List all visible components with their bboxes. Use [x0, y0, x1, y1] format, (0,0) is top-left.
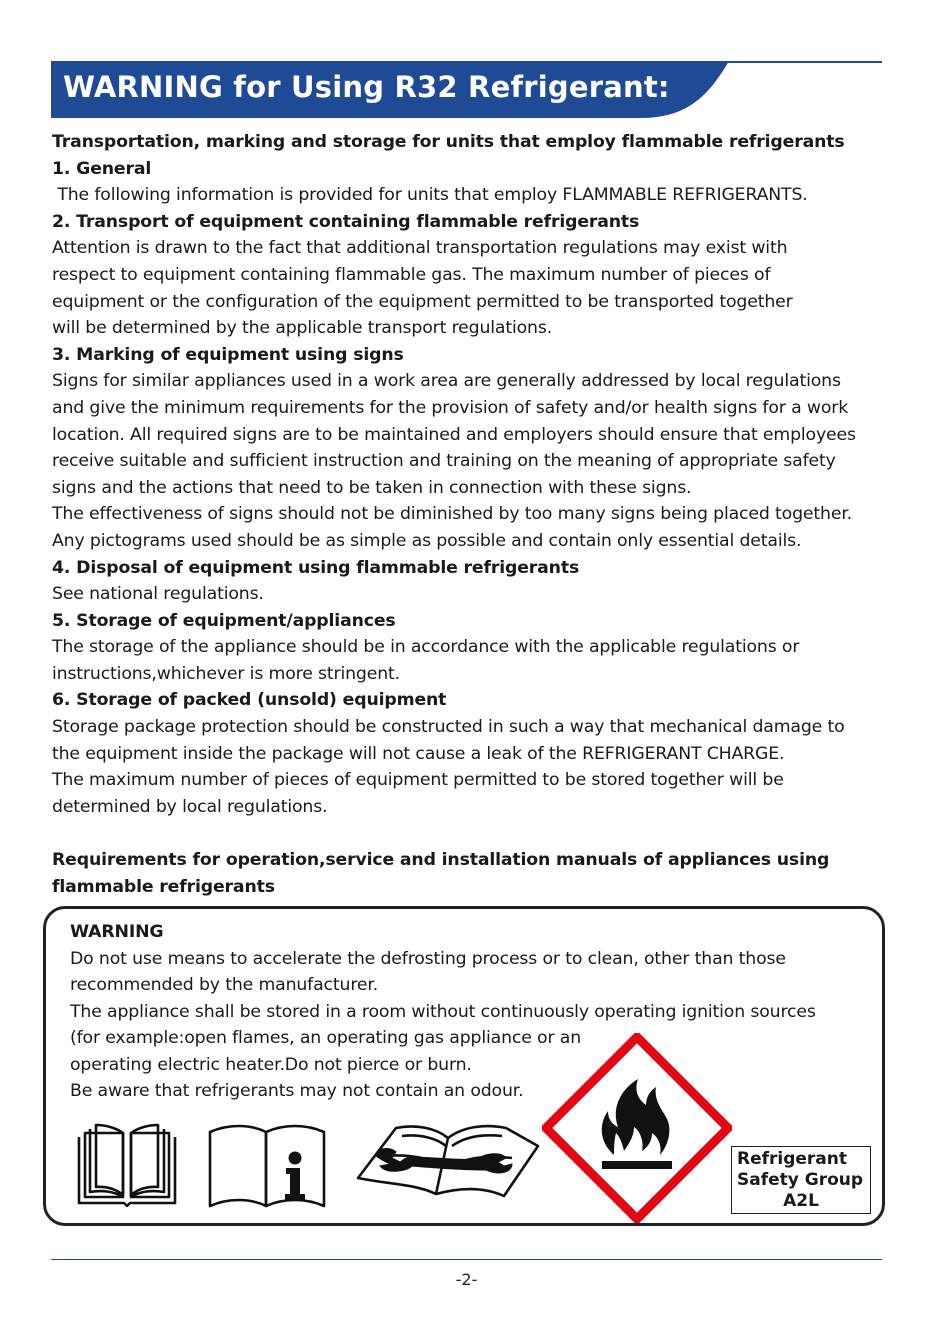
- paragraph-line: Any pictograms used should be as simple as possible and contain only essential details.: [52, 530, 802, 551]
- paragraph-line: signs and the actions that need to be taken in connection with these signs.: [52, 477, 692, 498]
- safety-group-label: [731, 1146, 871, 1214]
- intro-heading: Transportation, marking and storage for units that employ flammable refrigerants: [52, 132, 845, 152]
- info-manual-icon: [208, 1122, 326, 1208]
- section-heading: 5. Storage of equipment/appliances: [52, 610, 396, 631]
- safety-label-line: Safety Group: [737, 1170, 864, 1190]
- warning-line: Be aware that refrigerants may not contain an odour.: [70, 1081, 524, 1101]
- paragraph-line: The following information is provided for units that employ FLAMMABLE REFRIGERANTS.: [52, 185, 808, 206]
- paragraph-line: equipment or the configuration of the equipment permitted to be transported together: [52, 291, 793, 312]
- main-content: [52, 129, 892, 900]
- paragraph-line: receive suitable and sufficient instruction and training on the meaning of appropriate safety: [52, 451, 836, 472]
- warning-line: recommended by the manufacturer.: [70, 975, 379, 995]
- paragraph-line: the equipment inside the package will not cause a leak of the REFRIGERANT CHARGE.: [52, 743, 785, 764]
- paragraph-line: and give the minimum requirements for the provision of safety and/or health signs for a work: [52, 397, 849, 418]
- service-manual-icon: [356, 1122, 540, 1198]
- footer-rule: [51, 1259, 882, 1260]
- requirements-heading: Requirements for operation,service and installation manuals of appliances using: [52, 850, 830, 871]
- warning-line: Do not use means to accelerate the defrosting process or to clean, other than those: [70, 948, 786, 969]
- warning-line: (for example:open flames, an operating gas appliance or an: [70, 1028, 582, 1048]
- paragraph-line: Attention is drawn to the fact that additional transportation regulations may exist with: [52, 238, 788, 259]
- section-heading: 2. Transport of equipment containing flammable refrigerants: [52, 211, 640, 232]
- section-heading: 4. Disposal of equipment using flammable refrigerants: [52, 557, 580, 578]
- paragraph-line: The effectiveness of signs should not be diminished by too many signs being placed together.: [52, 504, 853, 525]
- safety-label-line: Refrigerant: [737, 1149, 848, 1169]
- paragraph-line: determined by local regulations.: [52, 796, 328, 817]
- paragraph-line: The storage of the appliance should be in accordance with the applicable regulations or: [52, 637, 800, 658]
- requirements-heading: flammable refrigerants: [52, 876, 275, 897]
- page-title: WARNING for Using R32 Refrigerant:: [63, 70, 670, 104]
- page-number: -2-: [455, 1270, 478, 1289]
- paragraph-line: respect to equipment containing flammable gas. The maximum number of pieces of: [52, 264, 771, 285]
- paragraph-line: Signs for similar appliances used in a work area are generally addressed by local regulations: [52, 371, 841, 392]
- flammable-hazard-icon: [542, 1033, 732, 1223]
- warning-line: operating electric heater.Do not pierce or burn.: [70, 1054, 472, 1075]
- section-heading: 1. General: [52, 158, 152, 179]
- paragraph-line: instructions,whichever is more stringent.: [52, 663, 400, 684]
- section-heading: 6. Storage of packed (unsold) equipment: [52, 690, 447, 711]
- warning-heading: WARNING: [70, 922, 164, 942]
- paragraph-line: The maximum number of pieces of equipment permitted to be stored together will be: [52, 770, 784, 791]
- safety-group-class: A2L: [783, 1191, 819, 1211]
- paragraph-line: See national regulations.: [52, 584, 264, 605]
- paragraph-line: Storage package protection should be constructed in such a way that mechanical damage to: [52, 717, 845, 738]
- section-heading: 3. Marking of equipment using signs: [52, 344, 404, 365]
- paragraph-line: location. All required signs are to be maintained and employers should ensure that employees: [52, 424, 856, 445]
- warning-line: The appliance shall be stored in a room without continuously operating ignition sources: [70, 1001, 816, 1022]
- paragraph-line: will be determined by the applicable transport regulations.: [52, 318, 553, 339]
- operation-manual-icon: [76, 1123, 178, 1207]
